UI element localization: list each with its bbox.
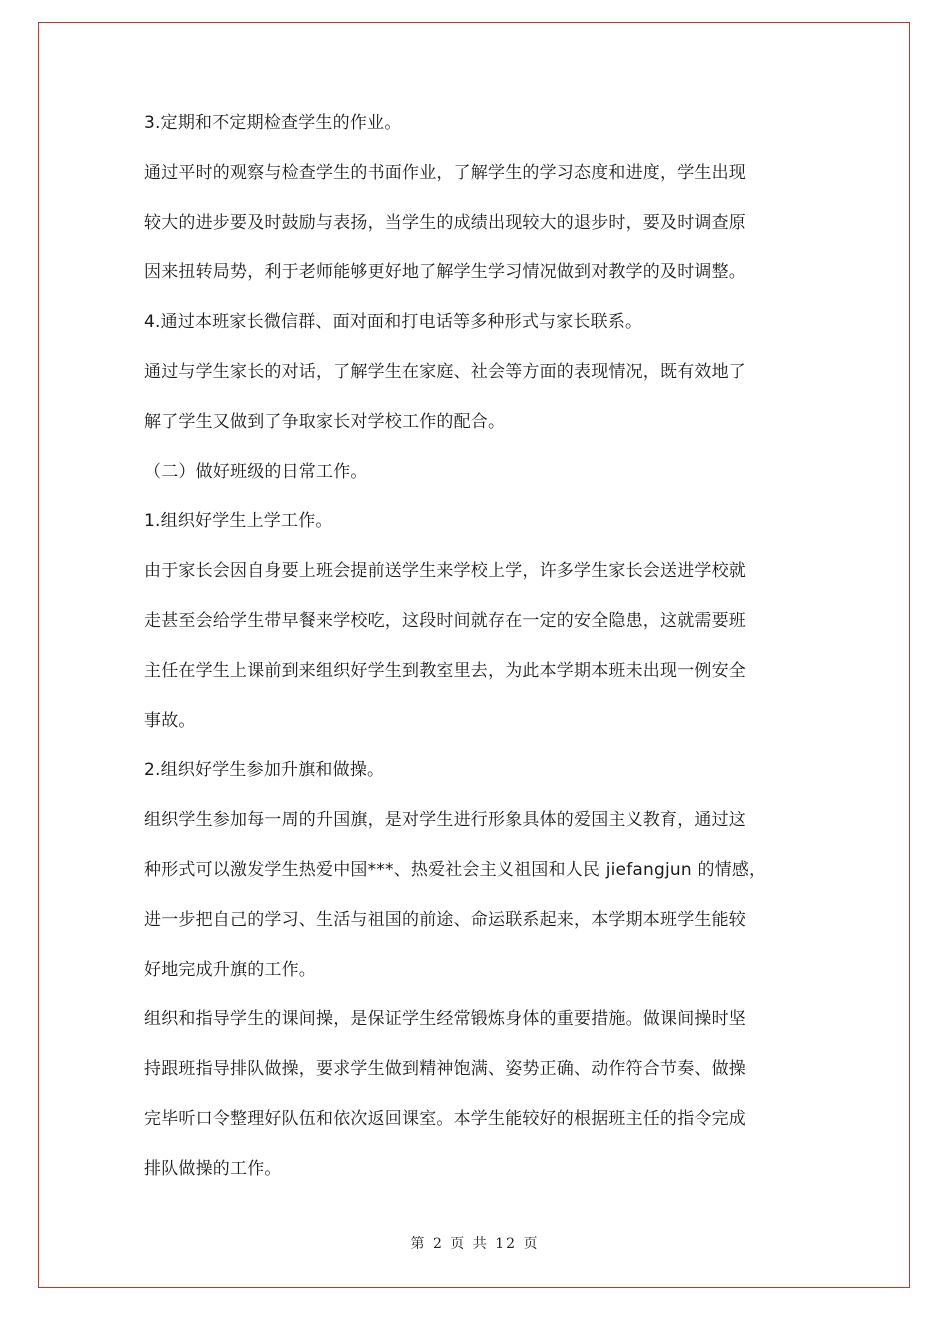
page-number-footer: 第 2 页 共 12 页 — [410, 1236, 540, 1252]
text-line: 3.定期和不定期检查学生的作业。 — [144, 113, 402, 133]
text-line: 4.通过本班家长微信群、面对面和打电话等多种形式与家长联系。 — [144, 312, 643, 333]
text-line: 通过平时的观察与检查学生的书面作业，了解学生的学习态度和进度，学生出现 — [144, 162, 746, 183]
text-line: 进一步把自己的学习、生活与祖国的前途、命运联系起来，本学期本班学生能较 — [144, 909, 746, 930]
text-line: 因来扭转局势，利于老师能够更好地了解学生学习情况做到对教学的及时调整。 — [144, 262, 746, 283]
text-line: 解了学生又做到了争取家长对学校工作的配合。 — [144, 411, 506, 432]
text-line: 较大的进步要及时鼓励与表扬，当学生的成绩出现较大的退步时，要及时调查原 — [144, 212, 746, 233]
text-line: 组织学生参加每一周的升国旗，是对学生进行形象具体的爱国主义教育，通过这 — [144, 810, 746, 831]
text-line: 种形式可以激发学生热爱中国***、热爱社会主义祖国和人民 jiefangjun 的情感， — [144, 859, 767, 880]
text-line: 走甚至会给学生带早餐来学校吃，这段时间就存在一定的安全隐患，这就需要班 — [144, 610, 746, 631]
text-line: （二）做好班级的日常工作。 — [144, 461, 368, 482]
text-line: 通过与学生家长的对话，了解学生在家庭、社会等方面的表现情况，既有效地了 — [144, 361, 746, 382]
text-line: 好地完成升旗的工作。 — [144, 959, 316, 980]
text-line: 2.组织好学生参加升旗和做操。 — [144, 760, 385, 781]
text-line: 由于家长会因自身要上班会提前送学生来学校上学，许多学生家长会送进学校就 — [144, 561, 746, 582]
text-line: 完毕听口令整理好队伍和依次返回课室。本学生能较好的根据班主任的指令完成 — [144, 1108, 746, 1129]
text-line: 主任在学生上课前到来组织好学生到教室里去，为此本学期本班未出现一例安全 — [144, 660, 746, 681]
text-line: 组织和指导学生的课间操，是保证学生经常锻炼身体的重要措施。做课间操时坚 — [144, 1009, 746, 1030]
text-line: 排队做操的工作。 — [144, 1158, 282, 1179]
text-line: 持跟班指导排队做操，要求学生做到精神饱满、姿势正确、动作符合节奏、做操 — [144, 1059, 746, 1080]
text-line: 1.组织好学生上学工作。 — [144, 511, 333, 532]
document-body — [144, 99, 824, 1195]
text-line: 事故。 — [144, 710, 196, 731]
